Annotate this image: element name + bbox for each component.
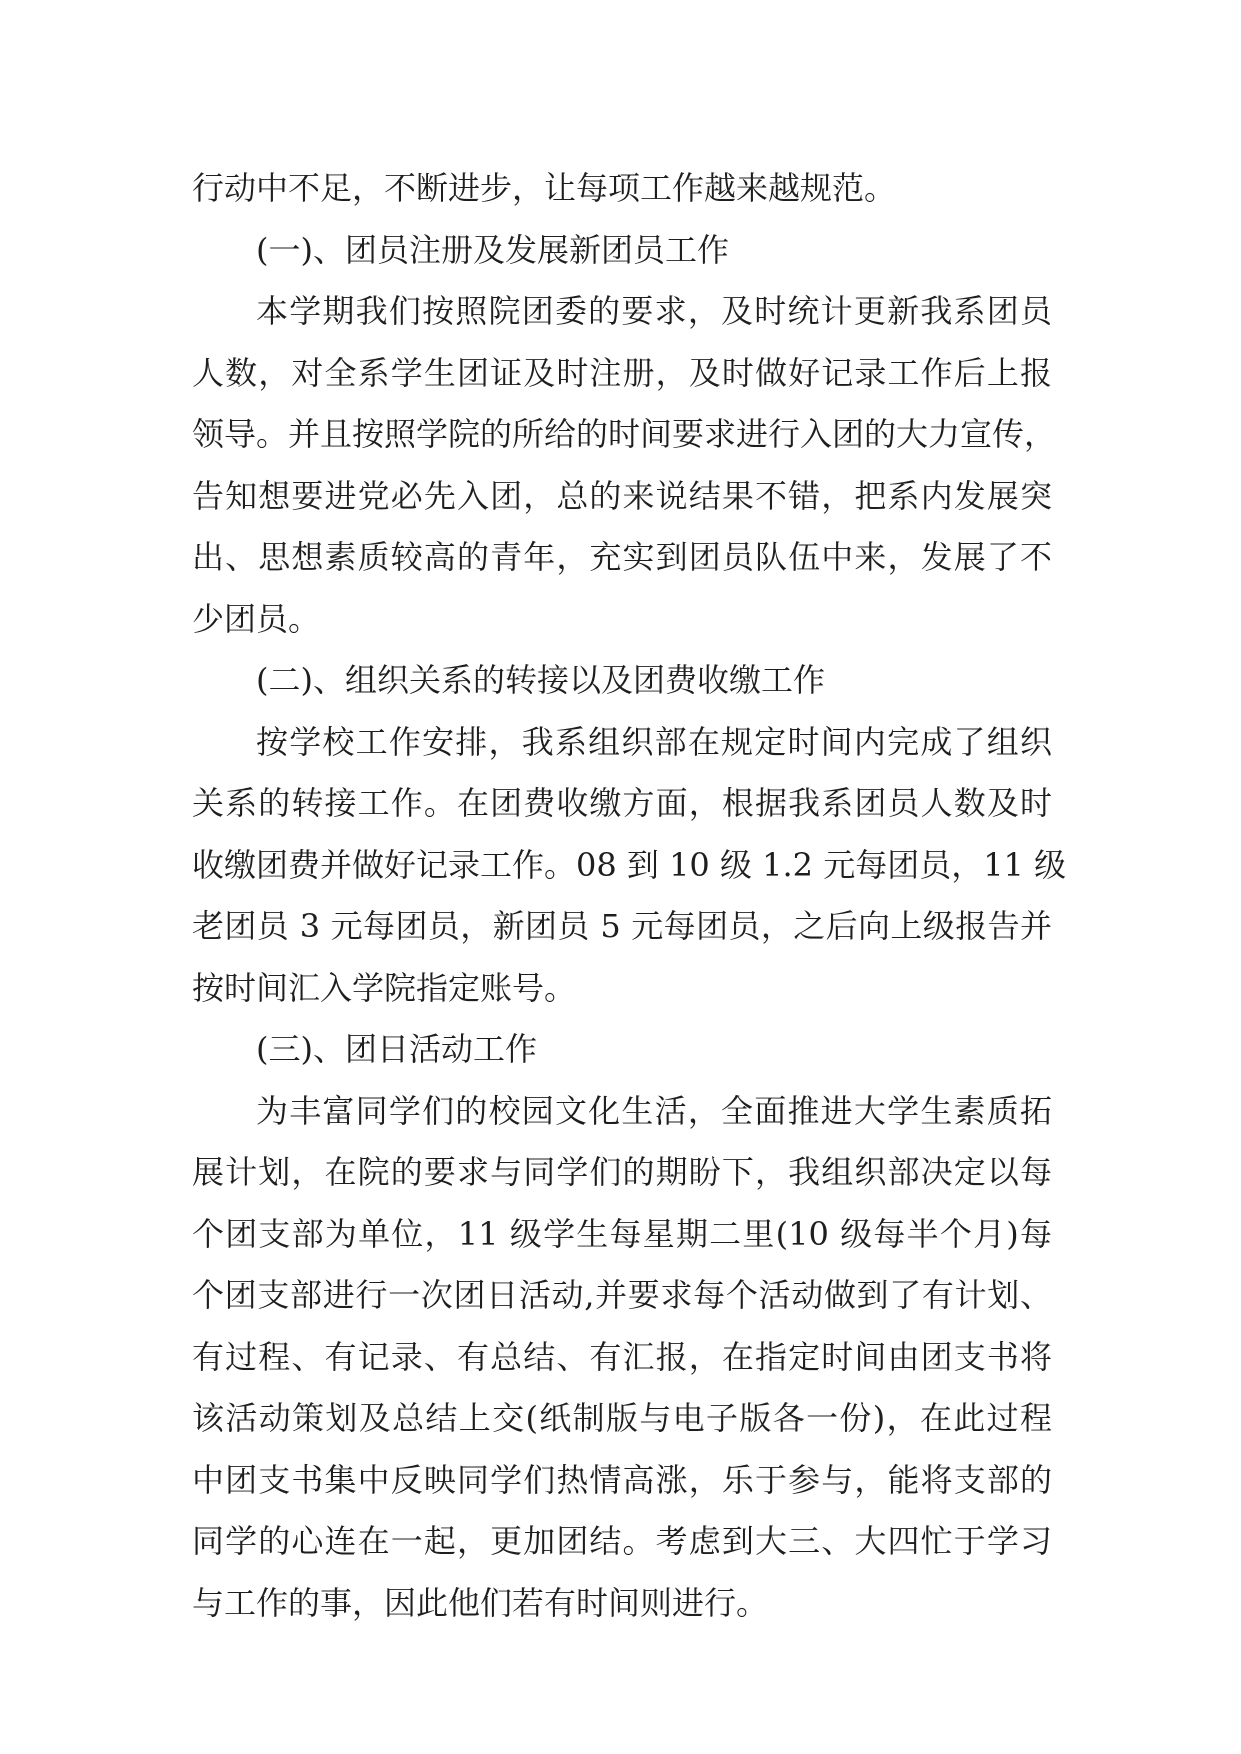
paragraph-line: 告知想要进党必先入团，总的来说结果不错，把系内发展突 (192, 476, 1052, 515)
section-heading (192, 220, 1052, 282)
section-heading (192, 1019, 1052, 1081)
paragraph-line: 该活动策划及总结上交(纸制版与电子版各一份)，在此过程 (192, 1399, 1052, 1437)
paragraph-line: 按学校工作安排，我系组织部在规定时间内完成了组织 (256, 722, 1052, 761)
paragraph-line: 按时间汇入学院指定账号。 (192, 968, 577, 1007)
paragraph (192, 1081, 1052, 1635)
paragraph-line: 收缴团费并做好记录工作。08 到 10 级 1.2 元每团员，11 级 (192, 845, 1067, 884)
paragraph-line: 与工作的事，因此他们若有时间则进行。 (192, 1583, 769, 1622)
paragraph-line: 个团支部为单位，11 级学生每星期二里(10 级每半个月)每 (192, 1214, 1052, 1253)
heading-text: (二)、组织关系的转接以及团费收缴工作 (256, 661, 825, 699)
paragraph-line: 同学的心连在一起，更加团结。考虑到大三、大四忙于学习 (192, 1522, 1052, 1560)
paragraph-line: 展计划，在院的要求与同学们的期盼下，我组织部决定以每 (192, 1153, 1052, 1191)
document-body (192, 158, 1067, 1634)
paragraph-line: 人数，对全系学生团证及时注册，及时做好记录工作后上报 (192, 353, 1052, 392)
paragraph-line: 中团支书集中反映同学们热情高涨，乐于参与，能将支部的 (192, 1460, 1052, 1499)
paragraph-line: 为丰富同学们的校园文化生活，全面推进大学生素质拓 (256, 1091, 1052, 1130)
paragraph-line: 个团支部进行一次团日活动,并要求每个活动做到了有计划、 (192, 1276, 1052, 1314)
heading-text: (三)、团日活动工作 (256, 1030, 537, 1068)
paragraph-line: 有过程、有记录、有总结、有汇报，在指定时间由团支书将 (192, 1337, 1052, 1376)
heading-text: (一)、团员注册及发展新团员工作 (256, 230, 729, 269)
paragraph-line: 老团员 3 元每团员，新团员 5 元每团员，之后向上级报告并 (192, 907, 1052, 945)
paragraph (192, 158, 1052, 220)
paragraph (192, 712, 1067, 1020)
paragraph-line: 关系的转接工作。在团费收缴方面，根据我系团员人数及时 (192, 784, 1052, 822)
paragraph-line: 出、思想素质较高的青年，充实到团员队伍中来，发展了不 (192, 538, 1052, 576)
paragraph (192, 281, 1057, 650)
paragraph-line: 少团员。 (192, 599, 321, 638)
paragraph-line: 领导。并且按照学院的所给的时间要求进行入团的大力宣传， (192, 415, 1057, 453)
paragraph-line: 行动中不足，不断进步，让每项工作越来越规范。 (192, 169, 897, 207)
section-heading (192, 650, 1052, 712)
paragraph-line: 本学期我们按照院团委的要求，及时统计更新我系团员 (256, 292, 1052, 330)
